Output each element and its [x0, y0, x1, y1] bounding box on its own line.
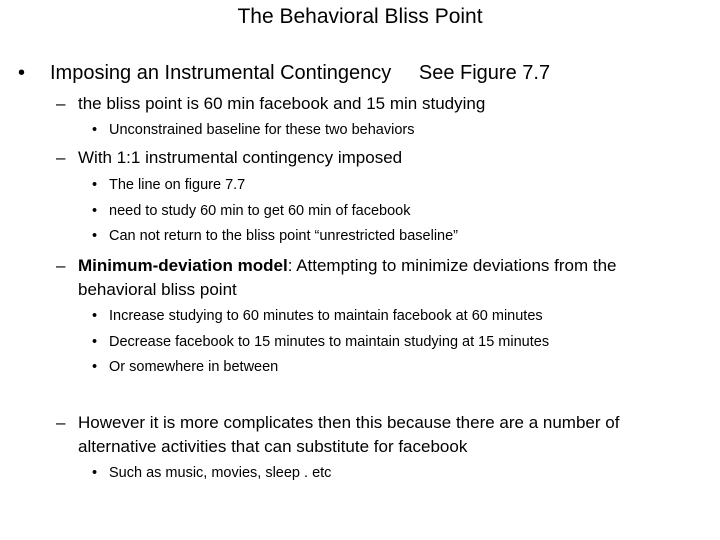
bullet-text: Increase studying to 60 minutes to maintain facebook at 60 minutes — [109, 308, 543, 324]
bullet-marker: • — [92, 359, 98, 375]
term-bold: Minimum-deviation model — [78, 256, 288, 275]
bullet-decrease-facebook — [92, 334, 549, 350]
bullet-text: Or somewhere in between — [109, 359, 279, 375]
bullet-text: : Attempting to minimize deviations from the — [287, 256, 617, 275]
bullet-text: the bliss point is 60 min facebook and 15 min studying — [78, 94, 486, 113]
bullet-marker: • — [92, 228, 98, 244]
bullet-however — [56, 413, 619, 433]
bullet-such-as — [92, 465, 331, 481]
bullet-line-figure — [92, 177, 245, 193]
slide-title: The Behavioral Bliss Point — [237, 5, 483, 28]
bullet-imposing-contingency — [18, 62, 550, 85]
bullet-contingency-imposed — [56, 148, 402, 168]
bullet-in-between — [92, 359, 278, 375]
figure-reference: See Figure 7.7 — [418, 62, 551, 84]
bullet-marker: • — [92, 122, 98, 138]
dash-marker: – — [56, 256, 66, 275]
bullet-text: Decrease facebook to 15 minutes to maintain studying at 15 minutes — [109, 334, 550, 350]
bullet-minimum-deviation-line2: behavioral bliss point — [78, 280, 237, 299]
bullet-study-60 — [92, 203, 410, 219]
bullet-minimum-deviation — [56, 256, 617, 276]
dash-marker: – — [56, 413, 66, 432]
bullet-marker: • — [18, 62, 26, 84]
bullet-marker: • — [92, 203, 98, 219]
bullet-text: Unconstrained baseline for these two behaviors — [109, 122, 415, 138]
bullet-text: need to study 60 min to get 60 min of facebook — [109, 203, 411, 219]
bullet-marker: • — [92, 308, 98, 324]
bullet-cannot-return — [92, 228, 458, 244]
bullet-increase-studying — [92, 308, 543, 324]
bullet-marker: • — [92, 334, 98, 350]
bullet-text: Such as music, movies, sleep . etc — [109, 465, 332, 481]
bullet-text: However it is more complicates then this because there are a number of — [78, 413, 620, 432]
bullet-bliss-point — [56, 94, 485, 114]
bullet-marker: • — [92, 465, 98, 481]
bullet-text: The line on figure 7.7 — [109, 177, 246, 193]
bullet-marker: • — [92, 177, 98, 193]
dash-marker: – — [56, 148, 66, 167]
bullet-text: Imposing an Instrumental Contingency — [50, 62, 392, 84]
dash-marker: – — [56, 94, 66, 113]
bullet-however-line2: alternative activities that can substitute for facebook — [78, 437, 468, 456]
bullet-unconstrained-baseline — [92, 122, 414, 138]
bullet-text: With 1:1 instrumental contingency imposed — [78, 148, 403, 167]
bullet-text: Can not return to the bliss point “unrestricted baseline” — [109, 228, 458, 244]
